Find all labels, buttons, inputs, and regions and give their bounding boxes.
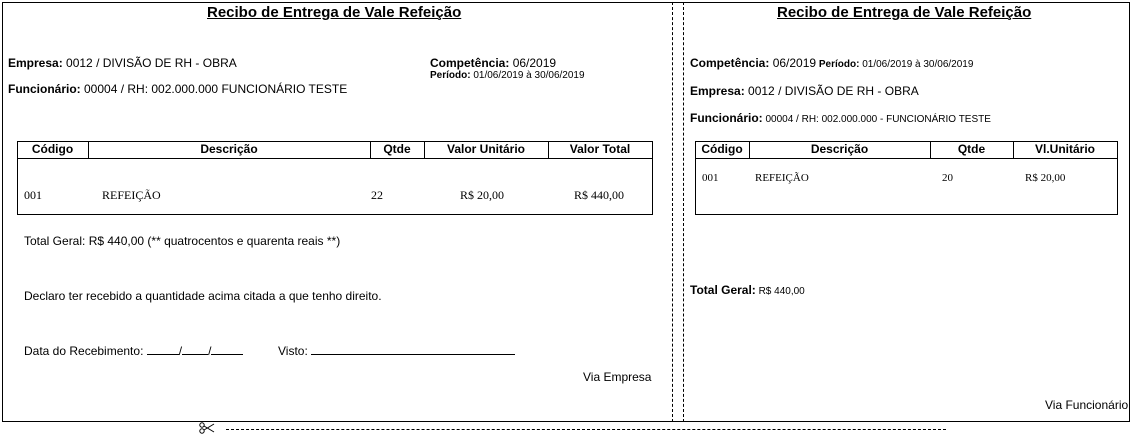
left-empresa-label: Empresa:	[8, 56, 63, 70]
right-cell-descricao: REFEIÇÃO	[755, 172, 809, 184]
right-competencia-label: Competência:	[690, 56, 770, 70]
right-cell-codigo: 001	[702, 172, 719, 184]
left-competencia-label: Competência:	[430, 56, 510, 70]
left-funcionario-label: Funcionário:	[8, 82, 81, 96]
visto-label: Visto:	[278, 344, 308, 358]
left-visto	[278, 342, 515, 358]
right-receipt-title: Recibo de Entrega de Vale Refeição	[777, 4, 1032, 21]
left-cell-descricao: REFEIÇÃO	[102, 188, 161, 202]
right-funcionario	[690, 111, 991, 125]
left-periodo-value: 01/06/2019 à 30/06/2019	[470, 70, 585, 81]
right-col-header-qtde: Qtde	[957, 142, 986, 156]
left-competencia-value: 06/2019	[509, 56, 557, 70]
left-funcionario-value: 00004 / RH: 002.000.000 FUNCIONÁRIO TESTE	[80, 82, 348, 96]
right-total-label: Total Geral:	[690, 283, 756, 297]
right-table-header-divider	[695, 158, 1118, 159]
left-data-recebimento: Data do Recebimento: / /	[24, 342, 243, 358]
right-competencia	[690, 56, 973, 70]
right-cell-qtde: 20	[942, 172, 953, 184]
data-recebimento-label: Data do Recebimento:	[24, 344, 144, 358]
right-funcionario-value: 00004 / RH: 002.000.000 - FUNCIONÁRIO TESTE	[762, 114, 991, 125]
right-periodo-label: Período:	[816, 59, 860, 70]
right-total-geral	[690, 283, 805, 297]
right-cell-vl-unitario: R$ 20,00	[1025, 172, 1066, 184]
left-funcionario	[8, 82, 347, 96]
left-empresa-value: 0012 / DIVISÃO DE RH - OBRA	[62, 56, 237, 70]
frame-bottom-line	[2, 421, 1130, 422]
left-col-header-valor-total: Valor Total	[569, 142, 631, 156]
left-periodo	[430, 70, 585, 81]
frame-right-line	[1129, 2, 1130, 421]
visto-signature-blank	[311, 342, 515, 355]
right-periodo-value: 01/06/2019 à 30/06/2019	[859, 59, 974, 70]
right-empresa	[690, 84, 919, 98]
right-via-label: Via Funcionário	[1045, 398, 1129, 412]
left-declaracao: Declaro ter recebido a quantidade acima citada a que tenho direito.	[24, 289, 382, 303]
left-col-header-qtde: Qtde	[383, 142, 411, 156]
frame-top-line	[2, 2, 1130, 3]
left-competencia	[430, 56, 556, 70]
bottom-cut-line	[226, 429, 946, 430]
left-cell-qtde: 22	[371, 188, 383, 202]
left-col-header-descricao: Descrição	[200, 142, 258, 156]
left-receipt-title: Recibo de Entrega de Vale Refeição	[207, 4, 462, 21]
scissors-icon	[199, 421, 215, 435]
left-cell-valor-unitario: R$ 20,00	[460, 188, 505, 202]
left-via-label: Via Empresa	[583, 370, 652, 384]
left-cell-codigo: 001	[24, 188, 42, 202]
right-funcionario-label: Funcionário:	[690, 111, 763, 125]
date-year-blank	[211, 342, 243, 355]
right-total-value: R$ 440,00	[755, 286, 805, 297]
right-empresa-label: Empresa:	[690, 84, 745, 98]
cut-line-right	[683, 2, 684, 422]
left-col-header-codigo: Código	[31, 142, 74, 156]
left-total-geral: Total Geral: R$ 440,00 (** quatrocentos e quarenta reais **)	[24, 234, 341, 248]
right-col-header-descricao: Descrição	[810, 142, 869, 156]
right-col-header-vl-unitario: Vl.Unitário	[1034, 142, 1095, 156]
right-competencia-value: 06/2019	[769, 56, 817, 70]
left-periodo-label: Período:	[430, 70, 471, 81]
left-cell-valor-total: R$ 440,00	[574, 188, 625, 202]
left-empresa	[8, 56, 237, 70]
cut-line-left	[672, 2, 673, 422]
left-col-header-valor-unitario: Valor Unitário	[446, 142, 526, 156]
right-col-header-codigo: Código	[701, 142, 743, 156]
right-empresa-value: 0012 / DIVISÃO DE RH - OBRA	[744, 84, 919, 98]
left-table-header-divider	[17, 158, 653, 159]
date-day-blank	[147, 342, 179, 355]
date-month-blank	[182, 342, 208, 355]
frame-left-line	[2, 2, 3, 421]
